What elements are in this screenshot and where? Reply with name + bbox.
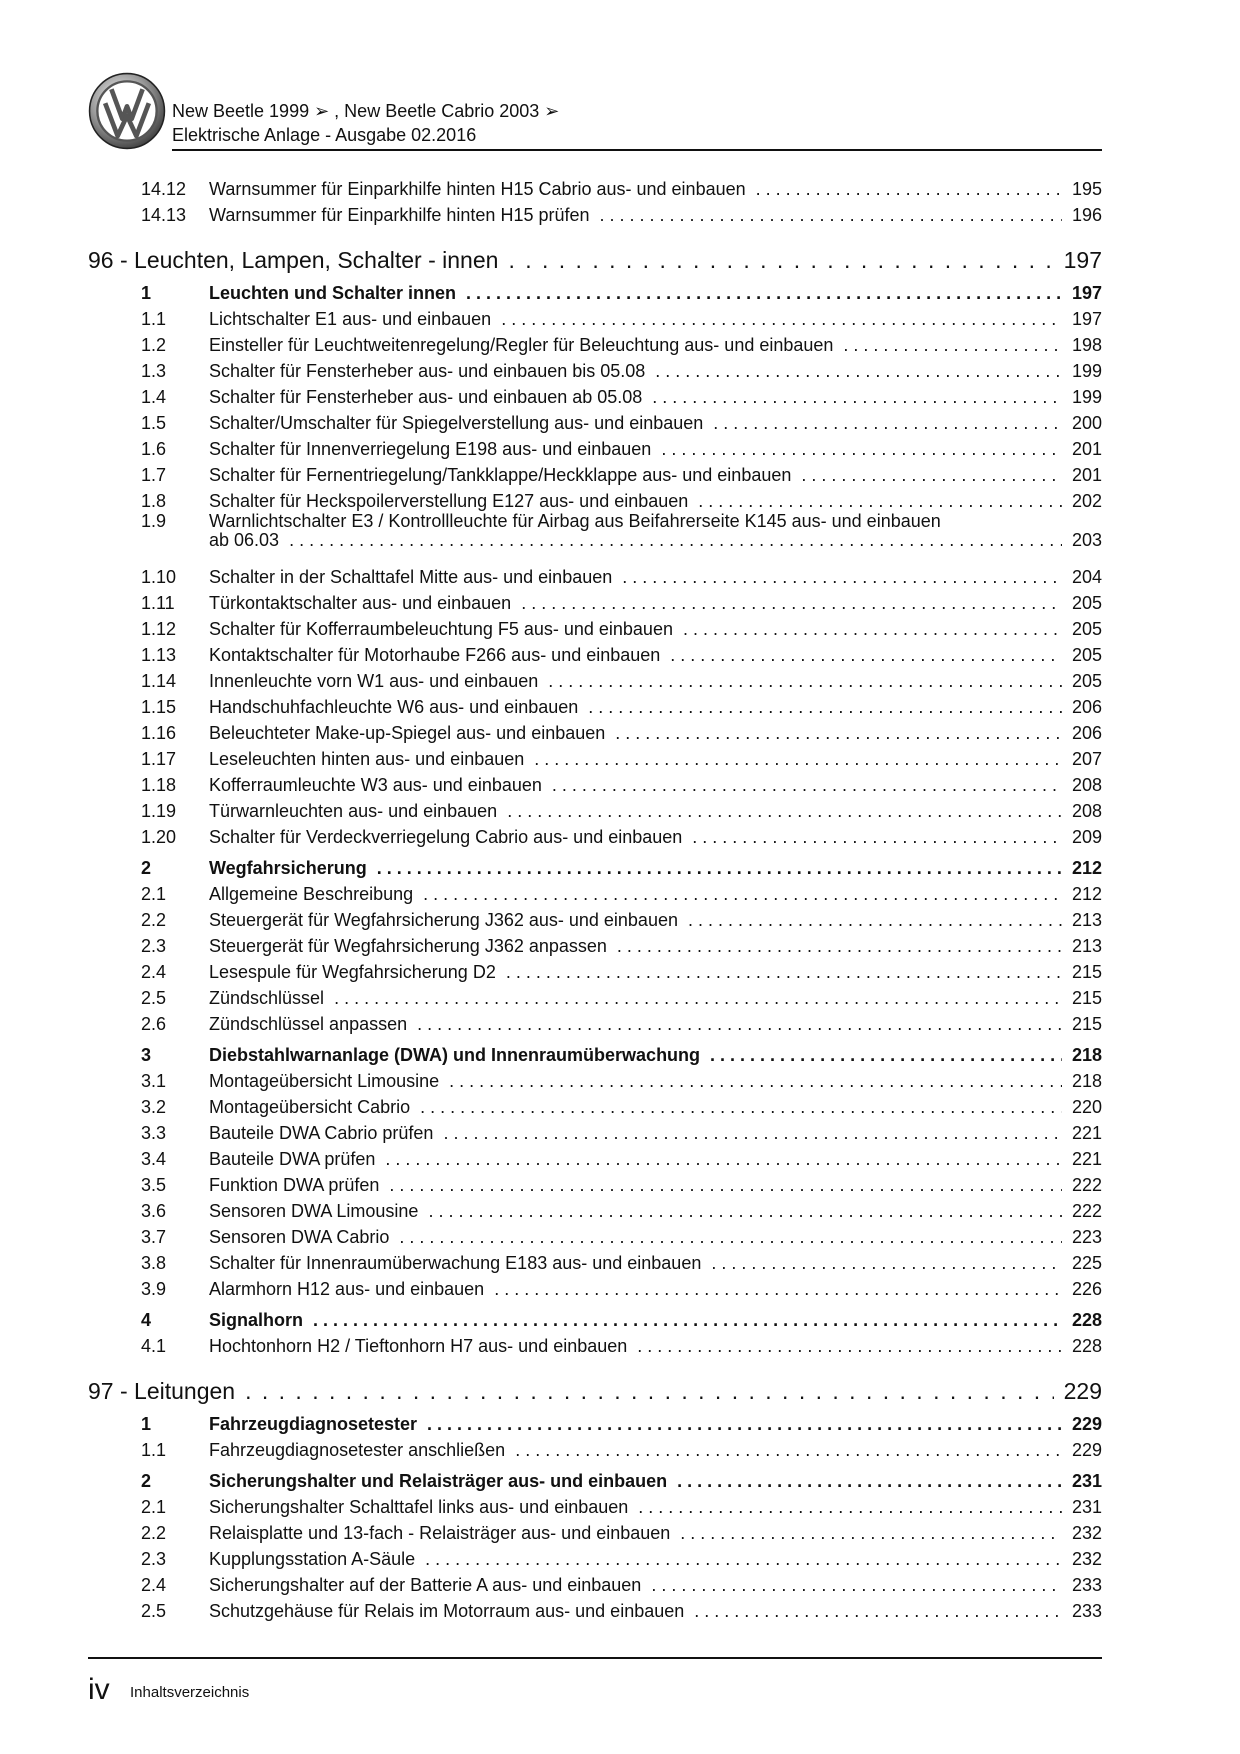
toc-section-entry[interactable]: [141, 857, 1102, 879]
toc-entry-page: 205: [1071, 619, 1102, 639]
toc-entry-page: 201: [1071, 439, 1102, 459]
toc-entry-title: Allgemeine Beschreibung: [209, 884, 414, 904]
toc-entry-number: 1.10: [141, 567, 177, 587]
toc-entry-number: 3.1: [141, 1071, 167, 1091]
toc-entry-title: Kontaktschalter für Motorhaube F266 aus- und einbauen: [209, 645, 661, 665]
toc-entry-title: Signalhorn: [209, 1310, 303, 1330]
toc-entry-number: 1.11: [141, 593, 175, 613]
toc-entry-page: 213: [1071, 910, 1102, 930]
toc-entry-number: 1.1: [141, 1440, 167, 1460]
toc-entry-page: 232: [1071, 1549, 1102, 1569]
toc-entry-number: 2.1: [141, 884, 167, 904]
toc-entry-number: 1.4: [141, 387, 167, 407]
toc-entry[interactable]: [141, 1496, 1102, 1518]
toc-dot-leader: [617, 935, 1062, 957]
toc-entry-title: Hochtonhorn H2 / Tieftonhorn H7 aus- und einbauen: [209, 1336, 628, 1356]
toc-entry[interactable]: [141, 800, 1102, 822]
toc-entry[interactable]: [141, 178, 1102, 200]
toc-entry[interactable]: [141, 1574, 1102, 1596]
toc-entry-title: Schalter für Verdeckverriegelung Cabrio aus- und einbauen: [209, 827, 683, 847]
toc-entry-number: 1: [141, 1414, 152, 1434]
toc-entry-title: Bauteile DWA Cabrio prüfen: [209, 1123, 434, 1143]
toc-entry-page: 231: [1071, 1497, 1102, 1517]
toc-entry[interactable]: [141, 774, 1102, 796]
toc-dot-leader: [688, 909, 1062, 931]
toc-entry-number: 1.20: [141, 827, 177, 847]
toc-entry-page: 207: [1071, 749, 1102, 769]
toc-entry-title: Handschuhfachleuchte W6 aus- und einbauen: [209, 697, 579, 717]
toc-entry-page: 228: [1071, 1310, 1102, 1330]
toc-entry-title: Sensoren DWA Cabrio: [209, 1227, 390, 1247]
toc-entry-title: Steuergerät für Wegfahrsicherung J362 anpassen: [209, 936, 607, 956]
toc-entry-title: Leseleuchten hinten aus- und einbauen: [209, 749, 525, 769]
toc-dot-leader: [622, 566, 1062, 588]
toc-entry-title: Leuchten und Schalter innen: [209, 283, 457, 303]
toc-chapter-page: 229: [1063, 1378, 1102, 1404]
toc-dot-leader: [843, 334, 1062, 356]
toc-entry-title: Schalter für Innenverriegelung E198 aus- und einbauen: [209, 439, 652, 459]
toc-entry-title: Schalter in der Schalttafel Mitte aus- und einbauen: [209, 567, 613, 587]
toc-entry-page: 204: [1071, 567, 1102, 587]
toc-dot-leader: [494, 1278, 1062, 1300]
toc-entry-page: 195: [1071, 179, 1102, 199]
toc-entry-number: 1.17: [141, 749, 177, 769]
toc-section-entry[interactable]: [141, 282, 1102, 304]
toc-dot-leader: [661, 438, 1062, 460]
toc-entry-page: 212: [1071, 858, 1102, 878]
toc-entry[interactable]: [141, 826, 1102, 848]
toc-chapter-title: 96 - Leuchten, Lampen, Schalter - innen: [88, 247, 499, 273]
toc-entry-title: Türwarnleuchten aus- und einbauen: [209, 801, 498, 821]
toc-entry-number: 1: [141, 283, 152, 303]
footer-title: Inhaltsverzeichnis: [130, 1684, 250, 1701]
toc-dot-leader: [389, 1174, 1062, 1196]
toc-entry-number: 2.5: [141, 988, 167, 1008]
toc-entry-number: 1.5: [141, 413, 167, 433]
toc-entry-number: 1.12: [141, 619, 177, 639]
toc-dot-leader: [501, 308, 1062, 330]
toc-dot-leader: [680, 1522, 1062, 1544]
toc-entry-page: 222: [1071, 1201, 1102, 1221]
toc-entry-title: Schalter für Fernentriegelung/Tankklappe/Heckklappe aus- und einbauen: [209, 465, 792, 485]
toc-entry[interactable]: [141, 1439, 1102, 1461]
toc-entry[interactable]: [141, 1148, 1102, 1170]
toc-entry-page: 215: [1071, 962, 1102, 982]
toc-entry-title: Alarmhorn H12 aus- und einbauen: [209, 1279, 485, 1299]
toc-entry[interactable]: [141, 696, 1102, 718]
toc-entry-title: Schutzgehäuse für Relais im Motorraum aus- und einbauen: [209, 1601, 685, 1621]
toc-entry[interactable]: [141, 1278, 1102, 1300]
toc-entry-number: 1.14: [141, 671, 177, 691]
toc-entry-page: 209: [1071, 827, 1102, 847]
toc-section-entry[interactable]: [141, 1309, 1102, 1331]
toc-entry-number: 1.3: [141, 361, 167, 381]
toc-entry[interactable]: [141, 1096, 1102, 1118]
toc-dot-leader: [425, 1548, 1062, 1570]
toc-entry[interactable]: [141, 438, 1102, 460]
toc-entry-title: Warnsummer für Einparkhilfe hinten H15 Cabrio aus- und einbauen: [209, 179, 746, 199]
toc-entry[interactable]: [141, 909, 1102, 931]
toc-entry-title: Relaisplatte und 13-fach - Relaisträger aus- und einbauen: [209, 1523, 671, 1543]
toc-dot-leader: [534, 748, 1062, 770]
toc-entry-page: 215: [1071, 988, 1102, 1008]
toc-entry-page: 199: [1071, 361, 1102, 381]
toc-entry-page: 222: [1071, 1175, 1102, 1195]
toc-entry-title: Schalter für Heckspoilerverstellung E127 aus- und einbauen: [209, 491, 689, 511]
toc-entry[interactable]: [141, 1335, 1102, 1357]
toc-entry-page: 229: [1071, 1414, 1102, 1434]
toc-entry[interactable]: [141, 360, 1102, 382]
toc-entry-number: 2.3: [141, 936, 167, 956]
toc-entry-title: Montageübersicht Cabrio: [209, 1097, 411, 1117]
toc-entry[interactable]: [141, 1252, 1102, 1274]
toc-entry[interactable]: [141, 1174, 1102, 1196]
toc-entry-number: 1.9: [141, 511, 167, 531]
toc-dot-leader: [600, 204, 1062, 226]
toc-dot-leader: [507, 800, 1062, 822]
toc-dot-leader: [385, 1148, 1062, 1170]
toc-entry-page: 221: [1071, 1123, 1102, 1143]
toc-entry-title: Funktion DWA prüfen: [209, 1175, 380, 1195]
toc-entry[interactable]: [141, 386, 1102, 408]
toc-entry[interactable]: [141, 464, 1102, 486]
toc-dot-leader: [515, 1439, 1062, 1461]
toc-entry-title: Schalter für Kofferraumbeleuchtung F5 aus- und einbauen: [209, 619, 673, 639]
toc-entry[interactable]: [141, 412, 1102, 434]
toc-entry-title: Lichtschalter E1 aus- und einbauen: [209, 309, 492, 329]
toc-entry-number: 3.8: [141, 1253, 167, 1273]
toc-entry-page: 197: [1071, 283, 1102, 303]
footer-page-number: iv: [88, 1673, 110, 1706]
toc-entry-page: 229: [1071, 1440, 1102, 1460]
toc-entry[interactable]: [141, 722, 1102, 744]
toc-entry-page: 202: [1071, 491, 1102, 511]
toc-dot-leader: [521, 592, 1062, 614]
toc-entry-title: Sensoren DWA Limousine: [209, 1201, 419, 1221]
toc-entry[interactable]: [141, 1548, 1102, 1570]
toc-dot-leader: [698, 490, 1062, 512]
toc-dot-leader: [449, 1070, 1062, 1092]
toc-entry[interactable]: [141, 670, 1102, 692]
toc-entry-number: 2.4: [141, 962, 167, 982]
toc-entry-continuation[interactable]: [141, 529, 1102, 551]
toc-entry-number: 2: [141, 1471, 152, 1491]
toc-entry-page: 213: [1071, 936, 1102, 956]
toc-dot-leader: [506, 961, 1062, 983]
toc-entry-page: 231: [1071, 1471, 1102, 1491]
toc-entry-title: Kupplungsstation A-Säule: [209, 1549, 416, 1569]
toc-entry-number: 1.7: [141, 465, 167, 485]
toc-dot-leader: [420, 1096, 1062, 1118]
toc-dot-leader: [313, 1309, 1062, 1331]
toc-dot-leader: [652, 386, 1062, 408]
toc-entry-page: 225: [1071, 1253, 1102, 1273]
toc-dot-leader: [334, 987, 1062, 1009]
toc-entry-page: 226: [1071, 1279, 1102, 1299]
toc-entry-number: 3: [141, 1045, 152, 1065]
toc-entry-number: 2.5: [141, 1601, 167, 1621]
toc-entry-number: 3.6: [141, 1201, 167, 1221]
toc-chapter[interactable]: [88, 246, 1102, 274]
toc-dot-leader: [683, 618, 1062, 640]
toc-entry-title: Steuergerät für Wegfahrsicherung J362 aus- und einbauen: [209, 910, 678, 930]
toc-entry[interactable]: [141, 566, 1102, 588]
toc-entry-number: 2.6: [141, 1014, 167, 1034]
toc-entry-number: 1.19: [141, 801, 177, 821]
toc-entry-page: 212: [1071, 884, 1102, 904]
toc-dot-leader: [588, 696, 1062, 718]
toc-dot-leader: [655, 360, 1062, 382]
toc-entry-number: 1.18: [141, 775, 177, 795]
toc-dot-leader: [692, 826, 1062, 848]
toc-dot-leader: [694, 1600, 1062, 1622]
toc-entry[interactable]: [141, 1013, 1102, 1035]
toc-entry-number: 3.2: [141, 1097, 167, 1117]
toc-dot-leader: [377, 857, 1062, 879]
vw-logo-icon: [88, 72, 166, 150]
toc-entry-title: Warnsummer für Einparkhilfe hinten H15 prüfen: [209, 205, 590, 225]
toc-entry[interactable]: [141, 1070, 1102, 1092]
toc-entry-title: Kofferraumleuchte W3 aus- und einbauen: [209, 775, 542, 795]
toc-section-entry[interactable]: [141, 1413, 1102, 1435]
toc-entry-page: 200: [1071, 413, 1102, 433]
toc-dot-leader: [423, 883, 1062, 905]
toc-entry-number: 1.6: [141, 439, 167, 459]
toc-entry-title: Montageübersicht Limousine: [209, 1071, 440, 1091]
toc-entry-page: 199: [1071, 387, 1102, 407]
toc-entry[interactable]: [141, 490, 1102, 512]
toc-entry-page: 206: [1071, 723, 1102, 743]
toc-entry-title: ab 06.03: [209, 530, 280, 550]
toc-entry-number: 14.12: [141, 179, 187, 199]
toc-entry[interactable]: [141, 1226, 1102, 1248]
toc-entry-number: 14.13: [141, 205, 187, 225]
footer-rule: [88, 1657, 1102, 1659]
toc-entry-title: Bauteile DWA prüfen: [209, 1149, 376, 1169]
toc-dot-leader: [670, 644, 1062, 666]
toc-entry[interactable]: [141, 592, 1102, 614]
toc-entry-title: Schalter für Innenraumüberwachung E183 aus- und einbauen: [209, 1253, 702, 1273]
toc-entry-number: 3.9: [141, 1279, 167, 1299]
toc-entry[interactable]: [141, 935, 1102, 957]
toc-entry-number: 1.15: [141, 697, 177, 717]
toc-dot-leader: [417, 1013, 1062, 1035]
toc-entry-number: 2.2: [141, 1523, 167, 1543]
toc-entry-page: 203: [1071, 530, 1102, 550]
toc-entry-title: Einsteller für Leuchtweitenregelung/Regler für Beleuchtung aus- und einbauen: [209, 335, 834, 355]
toc-chapter-title: 97 - Leitungen: [88, 1378, 236, 1404]
toc-dot-leader: [508, 246, 1053, 274]
toc-entry-number: 1.1: [141, 309, 167, 329]
toc-entry-number: 2.1: [141, 1497, 167, 1517]
toc-entry-page: 218: [1071, 1071, 1102, 1091]
toc-dot-leader: [638, 1496, 1062, 1518]
toc-entry-title: Fahrzeugdiagnosetester anschließen: [209, 1440, 506, 1460]
header-rule: [172, 149, 1102, 151]
toc-dot-leader: [548, 670, 1062, 692]
toc-dot-leader: [428, 1200, 1062, 1222]
toc-entry-page: 205: [1071, 645, 1102, 665]
toc-entry-title: Innenleuchte vorn W1 aus- und einbauen: [209, 671, 539, 691]
toc-entry-page: 215: [1071, 1014, 1102, 1034]
toc-entry-number: 2.4: [141, 1575, 167, 1595]
toc-entry-number: 1.2: [141, 335, 167, 355]
toc-entry-page: 205: [1071, 593, 1102, 613]
toc-entry-page: 201: [1071, 465, 1102, 485]
toc-entry-number: 2.2: [141, 910, 167, 930]
toc-dot-leader: [756, 178, 1062, 200]
toc-entry-title: Diebstahlwarnanlage (DWA) und Innenraumüberwachung: [209, 1045, 701, 1065]
toc-entry-title: Zündschlüssel anpassen: [209, 1014, 408, 1034]
toc-dot-leader: [637, 1335, 1062, 1357]
toc-entry-title: Schalter/Umschalter für Spiegelverstellung aus- und einbauen: [209, 413, 704, 433]
toc-entry-number: 1.13: [141, 645, 177, 665]
toc-entry-page: 223: [1071, 1227, 1102, 1247]
toc-entry[interactable]: [141, 1522, 1102, 1544]
toc-entry-page: 196: [1071, 205, 1102, 225]
toc-entry-title: Sicherungshalter auf der Batterie A aus- und einbauen: [209, 1575, 642, 1595]
toc-dot-leader: [713, 412, 1062, 434]
toc-chapter[interactable]: [88, 1377, 1102, 1405]
toc-entry[interactable]: [141, 1600, 1102, 1622]
toc-entry-title: Sicherungshalter und Relaisträger aus- und einbauen: [209, 1471, 668, 1491]
header-vehicle-line: New Beetle 1999 ➢ , New Beetle Cabrio 2003 ➢: [172, 101, 560, 121]
toc-dot-leader: [443, 1122, 1062, 1144]
toc-entry-page: 233: [1071, 1575, 1102, 1595]
toc-entry-page: 198: [1071, 335, 1102, 355]
toc-entry-page: 197: [1071, 309, 1102, 329]
toc-entry-page: 206: [1071, 697, 1102, 717]
toc-entry-title: Türkontaktschalter aus- und einbauen: [209, 593, 512, 613]
toc-entry-title: Fahrzeugdiagnosetester: [209, 1414, 418, 1434]
toc-section-entry[interactable]: [141, 1044, 1102, 1066]
toc-entry-number: 3.5: [141, 1175, 167, 1195]
toc-entry-number: 4.1: [141, 1336, 167, 1356]
header-edition-line: Elektrische Anlage - Ausgabe 02.2016: [172, 125, 477, 145]
toc-entry-title: Schalter für Fensterheber aus- und einbauen ab 05.08: [209, 387, 643, 407]
toc-dot-leader: [615, 722, 1062, 744]
toc-dot-leader: [427, 1413, 1062, 1435]
toc-section-entry[interactable]: [141, 1470, 1102, 1492]
toc-entry[interactable]: [141, 204, 1102, 226]
toc-entry[interactable]: [141, 987, 1102, 1009]
toc-dot-leader: [651, 1574, 1062, 1596]
toc-chapter-page: 197: [1063, 247, 1102, 273]
toc-entry-title: Wegfahrsicherung: [209, 858, 367, 878]
toc-entry-number: 2: [141, 858, 152, 878]
toc-dot-leader: [245, 1377, 1054, 1405]
toc-entry-page: 228: [1071, 1336, 1102, 1356]
toc-entry-number: 3.4: [141, 1149, 167, 1169]
toc-entry-title: Lesespule für Wegfahrsicherung D2: [209, 962, 496, 982]
toc-entry-page: 232: [1071, 1523, 1102, 1543]
toc-entry[interactable]: [141, 1200, 1102, 1222]
toc-dot-leader: [710, 1044, 1062, 1066]
toc-entry[interactable]: [141, 961, 1102, 983]
toc-entry-page: 208: [1071, 801, 1102, 821]
toc-dot-leader: [801, 464, 1062, 486]
toc-entry-page: 221: [1071, 1149, 1102, 1169]
toc-entry[interactable]: [141, 308, 1102, 330]
toc-entry-title: Warnlichtschalter E3 / Kontrollleuchte für Airbag aus Beifahrerseite K145 aus- und einbauen: [209, 511, 941, 531]
toc-entry-title: Beleuchteter Make-up-Spiegel aus- und einbauen: [209, 723, 606, 743]
toc-entry-number: 4: [141, 1310, 152, 1330]
toc-entry[interactable]: [141, 644, 1102, 666]
toc-entry-number: 1.16: [141, 723, 177, 743]
toc-entry-page: 218: [1071, 1045, 1102, 1065]
toc-dot-leader: [711, 1252, 1062, 1274]
toc-entry-page: 233: [1071, 1601, 1102, 1621]
toc-entry-number: 2.3: [141, 1549, 167, 1569]
toc-entry[interactable]: [141, 883, 1102, 905]
toc-entry-title: Schalter für Fensterheber aus- und einbauen bis 05.08: [209, 361, 646, 381]
toc-dot-leader: [552, 774, 1062, 796]
toc-entry-number: 3.7: [141, 1227, 167, 1247]
toc-entry[interactable]: [141, 334, 1102, 356]
toc-dot-leader: [677, 1470, 1062, 1492]
toc-entry-page: 205: [1071, 671, 1102, 691]
toc-entry-number: 1.8: [141, 491, 167, 511]
toc-entry-number: 3.3: [141, 1123, 167, 1143]
toc-entry[interactable]: [141, 1122, 1102, 1144]
toc-entry-title: Sicherungshalter Schalttafel links aus- und einbauen: [209, 1497, 629, 1517]
toc-dot-leader: [466, 282, 1062, 304]
toc-dot-leader: [289, 529, 1062, 551]
toc-entry-title: Zündschlüssel: [209, 988, 325, 1008]
toc-entry-page: 220: [1071, 1097, 1102, 1117]
toc-entry[interactable]: [141, 748, 1102, 770]
toc-entry[interactable]: [141, 618, 1102, 640]
toc-dot-leader: [399, 1226, 1062, 1248]
toc-entry-page: 208: [1071, 775, 1102, 795]
